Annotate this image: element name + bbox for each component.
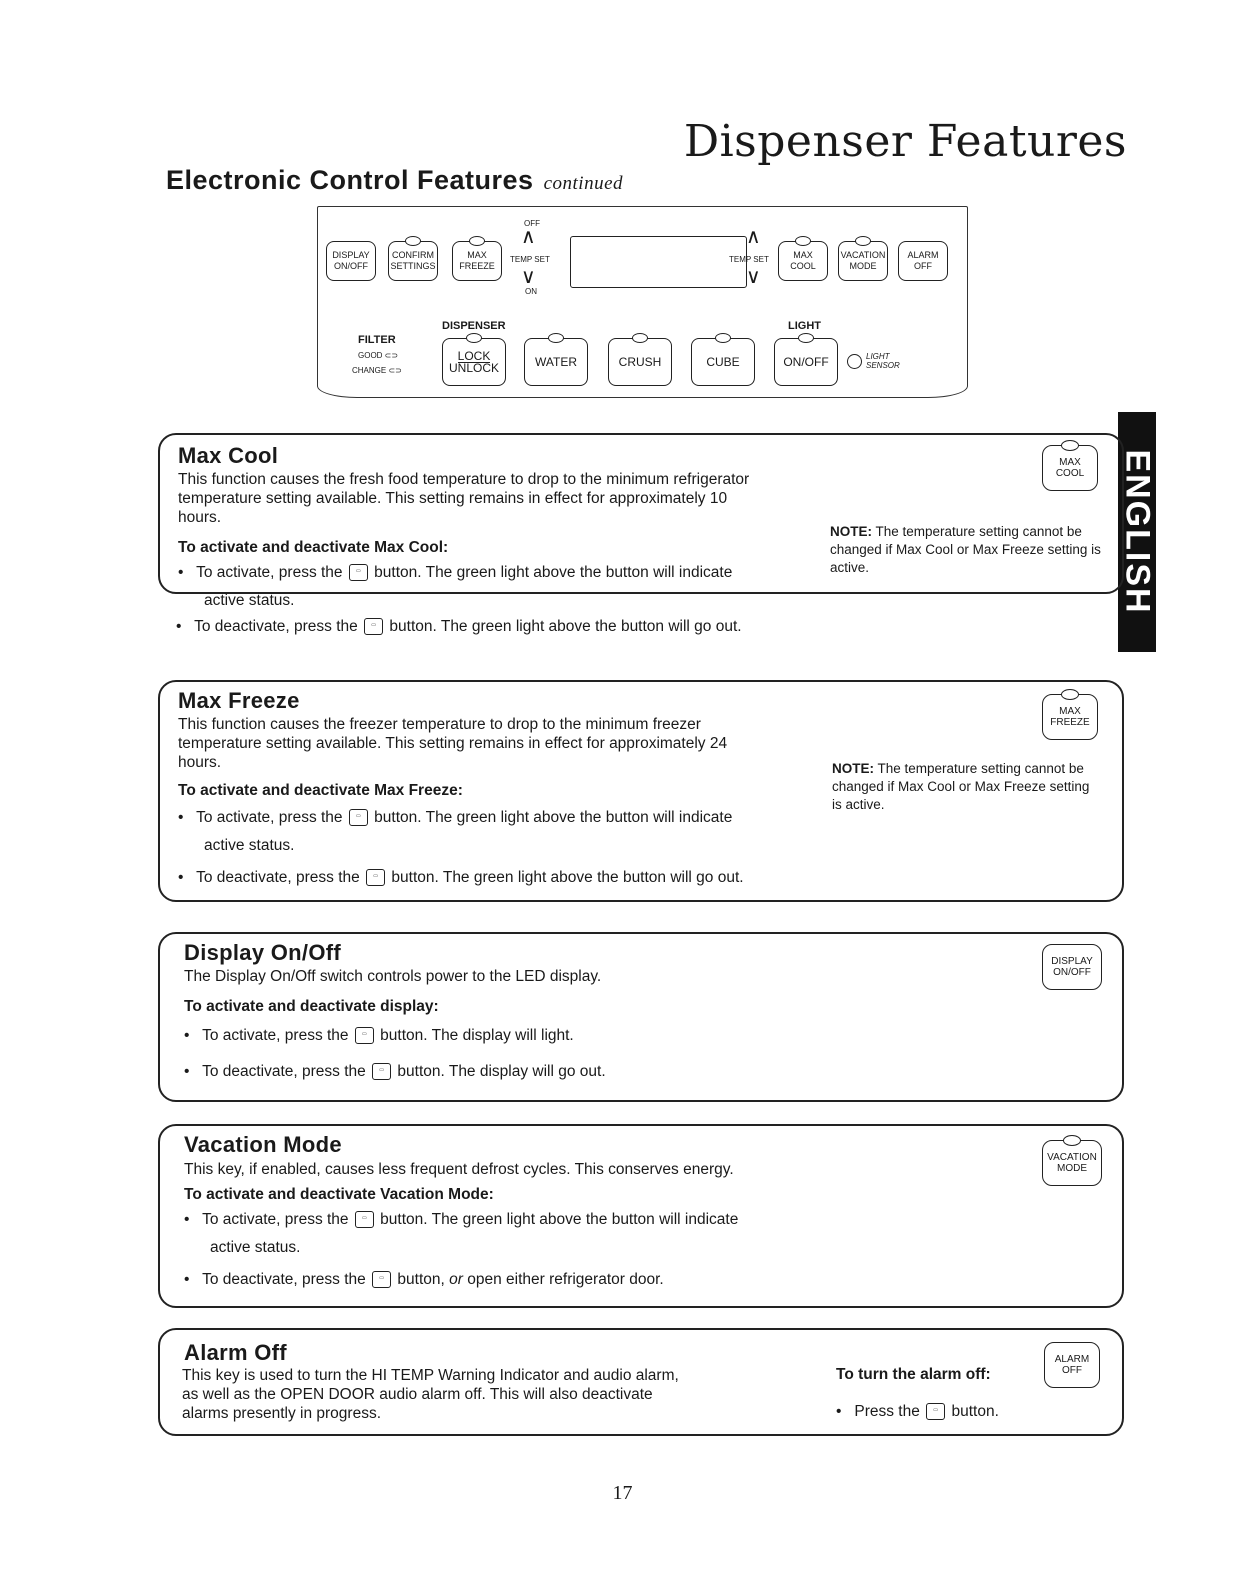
panel-button-label: DISPLAY	[332, 250, 370, 260]
max-cool-title: Max Cool	[178, 443, 279, 468]
vacation-mode-inline-icon: ▭	[355, 1211, 374, 1228]
activate-pre: To activate, press the	[196, 809, 343, 826]
display-onoff-inline-icon: ▭	[372, 1063, 391, 1080]
note-label: NOTE:	[832, 761, 874, 776]
temp-up-arrow-left: ∧	[521, 226, 536, 248]
panel-max-freeze-button[interactable]	[452, 241, 502, 281]
deactivate-or: or	[449, 1271, 463, 1288]
display-onoff-deactivate: • To deactivate, press the ▭ button. The display will go out.	[184, 1063, 606, 1080]
panel-alarm-off-button[interactable]	[898, 241, 948, 281]
led-icon	[632, 333, 648, 343]
panel-confirm-settings-button[interactable]	[388, 241, 438, 281]
vacation-mode-section	[158, 1124, 1124, 1308]
panel-button-label: MODE	[849, 261, 877, 271]
led-icon	[548, 333, 564, 343]
led-icon	[469, 236, 485, 246]
press-post: button.	[951, 1403, 999, 1420]
max-cool-section	[158, 433, 1124, 609]
page-title: Dispenser Features	[683, 116, 1127, 167]
alarm-off-inline-icon: ▭	[926, 1403, 945, 1420]
max-freeze-button-icon	[1042, 694, 1098, 740]
activate-pre: To activate, press the	[202, 1211, 349, 1228]
dispenser-label: DISPENSER	[442, 320, 506, 332]
max-cool-desc-1: This function causes the fresh food temperature to drop to the minimum refrigerator	[178, 471, 750, 488]
filter-change-label: CHANGE	[352, 366, 387, 375]
panel-button-label: ON/OFF	[334, 261, 368, 271]
filter-good-indicator: GOOD ⊂⊃	[358, 351, 399, 360]
max-freeze-inline-icon: ▭	[349, 809, 368, 826]
filter-good-label: GOOD	[358, 351, 383, 360]
button-label: MAX	[1059, 457, 1081, 468]
max-freeze-section	[158, 680, 1124, 902]
button-label: ALARM	[1054, 1354, 1090, 1365]
button-label: OFF	[1062, 1365, 1082, 1376]
page-number: 17	[612, 1482, 633, 1504]
led-icon	[715, 333, 731, 343]
panel-button-label: MAX	[467, 250, 487, 260]
max-cool-button-icon	[1042, 445, 1098, 491]
max-freeze-subheading: To activate and deactivate Max Freeze:	[178, 782, 463, 799]
activate-post: button. The green light above the button will indicate	[374, 809, 733, 826]
max-cool-inline-icon: ▭	[364, 618, 383, 635]
max-freeze-inline-icon: ▭	[366, 869, 385, 886]
crush-label: CRUSH	[618, 354, 662, 369]
alarm-off-title: Alarm Off	[184, 1340, 287, 1365]
alarm-off-section	[158, 1328, 1124, 1436]
max-cool-note	[830, 523, 1120, 577]
display-onoff-desc: The Display On/Off switch controls power to the LED display.	[184, 968, 602, 985]
button-label: VACATION	[1047, 1152, 1097, 1163]
vacation-mode-deactivate: • To deactivate, press the ▭ button, or open either refrigerator door.	[184, 1271, 664, 1288]
temp-down-arrow-left: ∨	[521, 266, 536, 288]
activate-pre: To activate, press the	[196, 564, 343, 581]
deactivate-pre: To deactivate, press the	[202, 1271, 366, 1288]
water-label: WATER	[535, 354, 577, 369]
max-freeze-activate: • To activate, press the ▭ button. The green light above the button will indicate	[178, 809, 733, 826]
max-freeze-desc-1: This function causes the freezer temperature to drop to the minimum freezer	[178, 716, 701, 733]
lcd-display	[570, 236, 747, 288]
side-tab-label: ENGLISH	[1118, 449, 1157, 615]
alarm-off-desc-1: This key is used to turn the HI TEMP Warning Indicator and audio alarm,	[182, 1367, 679, 1384]
unlock-label: UNLOCK	[448, 360, 499, 375]
panel-lock-unlock-button[interactable]	[442, 338, 506, 386]
vacation-mode-subheading: To activate and deactivate Vacation Mode:	[184, 1186, 494, 1203]
light-sensor-label	[866, 352, 900, 370]
deactivate-post: button. The green light above the button will go out.	[391, 869, 744, 886]
activate-post: button. The green light above the button will indicate	[374, 564, 733, 581]
display-onoff-subheading: To activate and deactivate display:	[184, 998, 439, 1015]
control-panel-diagram	[317, 206, 968, 398]
max-freeze-activate-cont: active status.	[204, 837, 295, 854]
max-cool-deactivate: • To deactivate, press the ▭ button. The green light above the button will go out.	[176, 618, 742, 635]
section-title-text: Electronic Control Features	[166, 165, 534, 195]
section-continued: continued	[543, 173, 624, 194]
max-cool-desc-2: temperature setting available. This setting remains in effect for approximately 10	[178, 490, 728, 507]
led-icon	[1063, 1135, 1081, 1146]
max-cool-activate: • To activate, press the ▭ button. The green light above the button will indicate	[178, 564, 733, 581]
max-cool-activate-cont: active status.	[204, 592, 295, 609]
note-label: NOTE:	[830, 524, 872, 539]
light-sensor-icon	[847, 354, 862, 369]
display-onoff-activate: • To activate, press the ▭ button. The display will light.	[184, 1027, 574, 1044]
on-label: ON	[525, 287, 537, 296]
led-icon	[1061, 689, 1079, 700]
panel-water-button[interactable]	[524, 338, 588, 386]
led-icon	[466, 333, 482, 343]
deactivate-post: button. The display will go out.	[397, 1063, 606, 1080]
max-cool-subheading: To activate and deactivate Max Cool:	[178, 539, 449, 556]
max-freeze-title: Max Freeze	[178, 688, 300, 713]
display-onoff-inline-icon: ▭	[355, 1027, 374, 1044]
deactivate-post: button. The green light above the button will go out.	[389, 618, 742, 635]
max-cool-desc-3: hours.	[178, 509, 222, 526]
button-label: DISPLAY	[1051, 956, 1093, 967]
deactivate-pre: To deactivate, press the	[194, 618, 358, 635]
led-icon	[855, 236, 871, 246]
temp-set-right: TEMP SET	[729, 255, 769, 264]
max-freeze-note	[832, 760, 1102, 814]
max-freeze-deactivate: • To deactivate, press the ▭ button. The green light above the button will go out.	[178, 869, 744, 886]
button-label: ON/OFF	[1053, 967, 1091, 978]
led-icon	[795, 236, 811, 246]
alarm-off-desc-2: as well as the OPEN DOOR audio alarm off. This will also deactivate	[182, 1386, 653, 1403]
alarm-off-turn-off-heading: To turn the alarm off:	[836, 1366, 991, 1383]
activate-post: button. The display will light.	[380, 1027, 574, 1044]
display-onoff-button-icon	[1042, 944, 1102, 990]
vacation-mode-desc: This key, if enabled, causes less frequent defrost cycles. This conserves energy.	[184, 1161, 734, 1178]
light-onoff-label: ON/OFF	[783, 354, 829, 369]
panel-display-onoff-button[interactable]	[326, 241, 376, 281]
display-onoff-section	[158, 932, 1124, 1102]
panel-button-label: CONFIRM	[392, 250, 434, 260]
panel-light-onoff-button[interactable]	[774, 338, 838, 386]
led-icon	[405, 236, 421, 246]
filter-label: FILTER	[358, 334, 396, 346]
button-label: MODE	[1057, 1163, 1087, 1174]
alarm-off-press: • Press the ▭ button.	[836, 1403, 999, 1420]
panel-button-label: COOL	[790, 261, 816, 271]
alarm-off-button-icon	[1044, 1342, 1100, 1388]
vacation-mode-button-icon	[1042, 1140, 1102, 1186]
button-label: COOL	[1055, 468, 1085, 479]
vacation-mode-inline-icon: ▭	[372, 1271, 391, 1288]
button-label: MAX	[1059, 706, 1081, 717]
light-sensor-line2: SENSOR	[866, 361, 900, 370]
led-icon	[798, 333, 814, 343]
panel-cube-button[interactable]	[691, 338, 755, 386]
vacation-mode-title: Vacation Mode	[184, 1132, 342, 1157]
button-label: FREEZE	[1050, 717, 1090, 728]
cube-label: CUBE	[706, 354, 740, 369]
panel-button-label: SETTINGS	[390, 261, 436, 271]
filter-change-indicator: CHANGE ⊂⊃	[352, 366, 402, 375]
panel-max-cool-button[interactable]	[778, 241, 828, 281]
light-label: LIGHT	[788, 320, 821, 332]
display-onoff-title: Display On/Off	[184, 940, 341, 965]
vacation-mode-activate: • To activate, press the ▭ button. The green light above the button will indicate	[184, 1211, 739, 1228]
note-text: The temperature setting cannot be changed if Max Cool or Max Freeze setting is active.	[832, 761, 1090, 812]
temp-up-arrow-right: ∧	[746, 226, 761, 248]
off-label: OFF	[524, 219, 540, 228]
led-icon	[1061, 440, 1079, 451]
panel-button-label: FREEZE	[459, 261, 495, 271]
note-text: The temperature setting cannot be changed if Max Cool or Max Freeze setting is active.	[830, 524, 1101, 575]
panel-button-label: ALARM	[907, 250, 939, 260]
panel-vacation-mode-button[interactable]	[838, 241, 888, 281]
deactivate-post: open either refrigerator door.	[467, 1271, 664, 1288]
deactivate-pre: To deactivate, press the	[202, 1063, 366, 1080]
alarm-off-desc-3: alarms presently in progress.	[182, 1405, 381, 1422]
temp-set-left: TEMP SET	[510, 255, 550, 264]
activate-post: button. The green light above the button will indicate	[380, 1211, 739, 1228]
vacation-mode-activate-cont: active status.	[210, 1239, 301, 1256]
light-sensor-line1: LIGHT	[866, 352, 890, 361]
panel-button-label: MAX	[793, 250, 813, 260]
max-freeze-desc-2: temperature setting available. This setting remains in effect for approximately 24	[178, 735, 728, 752]
panel-crush-button[interactable]	[608, 338, 672, 386]
activate-pre: To activate, press the	[202, 1027, 349, 1044]
max-freeze-desc-3: hours.	[178, 754, 222, 771]
temp-down-arrow-right: ∨	[746, 266, 761, 288]
lock-label: LOCK	[457, 348, 491, 363]
panel-button-label: OFF	[914, 261, 932, 271]
section-title	[166, 165, 623, 196]
press-pre: Press the	[854, 1403, 920, 1420]
deactivate-pre: To deactivate, press the	[196, 869, 360, 886]
max-cool-inline-icon: ▭	[349, 564, 368, 581]
deactivate-mid: button,	[397, 1271, 445, 1288]
panel-button-label: VACATION	[840, 250, 886, 260]
